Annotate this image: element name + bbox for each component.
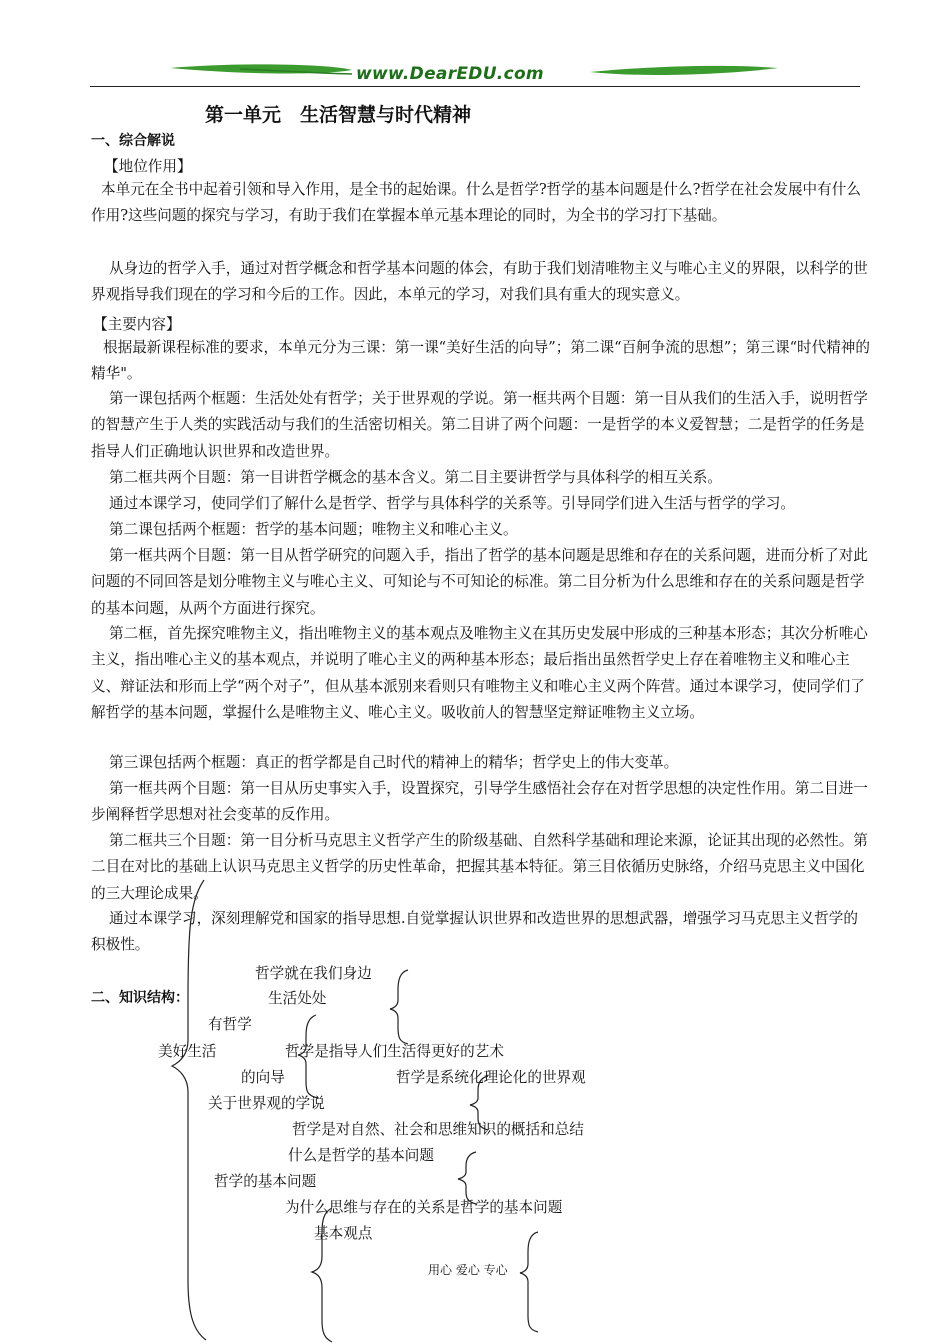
content-paragraph: 第一框共两个目题：第一目从历史事实入手，设置探究，引导学生感悟社会存在对哲学思想的决定性作用。第二目进一步阐释哲学思想对社会变革的反作用。 — [91, 780, 868, 824]
content-heading: 【主要内容】 — [93, 316, 181, 333]
brace — [458, 1152, 476, 1204]
content-paragraph: 第二框共三个目题：第一目分析马克思主义哲学产生的阶级基础、自然科学基础和理论来源，论证其出现的必然性。第二目在对比的基础上认识马克思主义哲学的历史性革命，把握其基本特征。第三目依循历史脉络，介绍马克思主义中国化的三大理论成果。 — [91, 832, 868, 902]
structure-node: 有哲学 — [208, 1016, 252, 1033]
structure-node: 为什么思维与存在的关系是哲学的基本问题 — [285, 1199, 563, 1216]
structure-node: 哲学的基本问题 — [214, 1173, 317, 1190]
structure-node: 生活处处 — [268, 990, 327, 1007]
brace — [470, 1076, 488, 1130]
structure-node: 关于世界观的学说 — [208, 1095, 325, 1112]
content-paragraph: 第二框，首先探究唯物主义，指出唯物主义的基本观点及唯物主义在其历史发展中形成的三种基本形态；其次分析唯心主义，指出唯心主义的基本观点，并说明了唯心主义的两种基本形态；最后指出虽然哲学史上存在着唯物主义和唯心主义、辩证法和形而上学“两个对子”，但从基本派别来看则只有唯物主义和唯心主义两个阵营。通过本课学习，使同学们了解哲学的基本问题，掌握什么是唯物主义、唯心主义。吸收前人的智慧坚定辩证唯物主义立场。 — [91, 625, 868, 722]
content-paragraph: 根据最新课程标准的要求，本单元分为三课：第一课“美好生活的向导”；第二课“百舸争流的思想”；第三课“时代精神的精华"。 — [91, 339, 870, 383]
content-paragraph: 第二课包括两个框题：哲学的基本问题；唯物主义和唯心主义。 — [109, 521, 518, 538]
brace — [312, 1208, 332, 1342]
brace — [520, 1232, 538, 1332]
brace — [298, 1015, 318, 1098]
structure-node: 哲学是对自然、社会和思维知识的概括和总结 — [292, 1121, 584, 1138]
footer-slogan: 用心 爱心 专心 — [428, 1263, 508, 1277]
structure-node: 什么是哲学的基本问题 — [288, 1147, 434, 1164]
section-heading-overview: 一、综合解说 — [91, 133, 175, 149]
page-title: 第一单元 生活智慧与时代精神 — [205, 104, 472, 126]
structure-node: 哲学是指导人们生活得更好的艺术 — [285, 1043, 504, 1060]
structure-node: 哲学是系统化理论化的世界观 — [396, 1069, 586, 1086]
structure-node: 基本观点 — [314, 1225, 373, 1242]
section-heading-structure: 二、知识结构： — [91, 990, 189, 1006]
structure-node: 的向导 — [241, 1069, 285, 1086]
content-paragraph: 第二框共两个目题：第一目讲哲学概念的基本含义。第二目主要讲哲学与具体科学的相互关系。 — [109, 469, 722, 486]
structure-node: 美好生活 — [158, 1043, 217, 1060]
role-paragraph-2: 从身边的哲学入手，通过对哲学概念和哲学基本问题的体会，有助于我们划清唯物主义与唯心主义的界限，以科学的世界观指导我们现在的学习和今后的工作。因此，本单元的学习，对我们具有重大的现实意义。 — [91, 260, 868, 304]
content-paragraph: 第三课包括两个框题：真正的哲学都是自己时代的精神上的精华；哲学史上的伟大变革。 — [109, 754, 679, 771]
brace — [390, 970, 408, 1044]
content-paragraph: 第一框共两个目题：第一目从哲学研究的问题入手，指出了哲学的基本问题是思维和存在的关系问题，进而分析了对此问题的不同回答是划分唯物主义与唯心主义、可知论与不可知论的标准。第二目分析为什么思维和存在的关系问题是哲学的基本问题，从两个方面进行探究。 — [91, 547, 868, 617]
big-brace — [172, 880, 206, 1340]
role-heading: 【地位作用】 — [104, 158, 192, 175]
content-paragraph: 第一课包括两个框题：生活处处有哲学；关于世界观的学说。第一框共两个目题：第一目从我们的生活入手，说明哲学的智慧产生于人类的实践活动与我们的生活密切相关。第二目讲了两个问题：一是哲学的本义爱智慧；二是哲学的任务是指导人们正确地认识世界和改造世界。 — [91, 390, 868, 460]
role-paragraph-1: 本单元在全书中起着引领和导入作用，是全书的起始课。什么是哲学?哲学的基本问题是什么?哲学在社会发展中有什么作用?这些问题的探究与学习，有助于我们在掌握本单元基本理论的同时，为全书的学习打下基础。 — [91, 181, 861, 225]
site-logo-text: www.DearEDU.com — [356, 64, 544, 84]
structure-node: 哲学就在我们身边 — [255, 965, 372, 982]
content-paragraph: 通过本课学习，深刻理解党和国家的指导思想.自觉掌握认识世界和改造世界的思想武器，增强学习马克思主义哲学的积极性。 — [91, 910, 858, 954]
content-paragraph: 通过本课学习，使同学们了解什么是哲学、哲学与具体科学的关系等。引导同学们进入生活与哲学的学习。 — [109, 495, 795, 512]
